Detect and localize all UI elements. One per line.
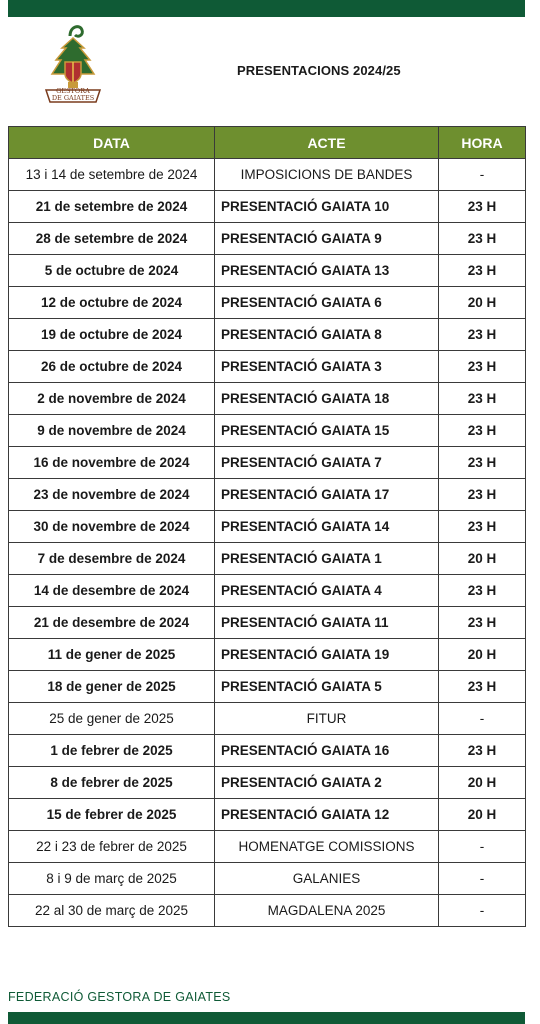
gaiata-emblem-icon [40, 22, 106, 106]
cell-date: 16 de novembre de 2024 [9, 447, 215, 479]
cell-date: 8 i 9 de març de 2025 [9, 863, 215, 895]
cell-date: 7 de desembre de 2024 [9, 543, 215, 575]
cell-time: 23 H [439, 511, 526, 543]
cell-time: 23 H [439, 671, 526, 703]
cell-event: PRESENTACIÓ GAIATA 5 [215, 671, 439, 703]
logo-text-line2: DE GAIATES [51, 94, 95, 102]
cell-event: PRESENTACIÓ GAIATA 17 [215, 479, 439, 511]
cell-date: 19 de octubre de 2024 [9, 319, 215, 351]
cell-event: PRESENTACIÓ GAIATA 2 [215, 767, 439, 799]
cell-date: 5 de octubre de 2024 [9, 255, 215, 287]
bottom-bar [8, 1012, 525, 1024]
cell-time: - [439, 863, 526, 895]
cell-time: - [439, 831, 526, 863]
column-header-data: DATA [9, 127, 215, 159]
table-row [9, 895, 526, 927]
cell-time: 23 H [439, 191, 526, 223]
table-row [9, 799, 526, 831]
cell-date: 23 de novembre de 2024 [9, 479, 215, 511]
table-row [9, 543, 526, 575]
cell-date: 8 de febrer de 2025 [9, 767, 215, 799]
cell-time: 23 H [439, 607, 526, 639]
table-row [9, 159, 526, 191]
logo-text-line1: GESTORA [56, 87, 90, 95]
cell-event: PRESENTACIÓ GAIATA 15 [215, 415, 439, 447]
cell-event: PRESENTACIÓ GAIATA 1 [215, 543, 439, 575]
table-row [9, 255, 526, 287]
table-row [9, 447, 526, 479]
cell-date: 21 de setembre de 2024 [9, 191, 215, 223]
cell-time: - [439, 895, 526, 927]
cell-date: 11 de gener de 2025 [9, 639, 215, 671]
table-row [9, 735, 526, 767]
cell-event: GALANIES [215, 863, 439, 895]
table-row [9, 703, 526, 735]
cell-time: - [439, 703, 526, 735]
table-row [9, 831, 526, 863]
table-row [9, 575, 526, 607]
cell-time: 20 H [439, 543, 526, 575]
table-row [9, 671, 526, 703]
top-bar [8, 0, 525, 17]
cell-event: HOMENATGE COMISSIONS [215, 831, 439, 863]
cell-date: 26 de octubre de 2024 [9, 351, 215, 383]
cell-time: 20 H [439, 287, 526, 319]
schedule-body [9, 159, 526, 927]
table-row [9, 319, 526, 351]
cell-date: 21 de desembre de 2024 [9, 607, 215, 639]
table-row [9, 511, 526, 543]
cell-event: PRESENTACIÓ GAIATA 10 [215, 191, 439, 223]
cell-event: PRESENTACIÓ GAIATA 14 [215, 511, 439, 543]
column-header-acte: ACTE [215, 127, 439, 159]
cell-event: PRESENTACIÓ GAIATA 8 [215, 319, 439, 351]
table-row [9, 287, 526, 319]
cell-event: PRESENTACIÓ GAIATA 12 [215, 799, 439, 831]
table-row [9, 191, 526, 223]
cell-date: 25 de gener de 2025 [9, 703, 215, 735]
cell-date: 12 de octubre de 2024 [9, 287, 215, 319]
cell-time: 23 H [439, 351, 526, 383]
cell-time: 23 H [439, 415, 526, 447]
cell-time: 23 H [439, 223, 526, 255]
cell-date: 14 de desembre de 2024 [9, 575, 215, 607]
table-row [9, 383, 526, 415]
cell-date: 22 al 30 de març de 2025 [9, 895, 215, 927]
cell-time: 23 H [439, 255, 526, 287]
cell-event: PRESENTACIÓ GAIATA 3 [215, 351, 439, 383]
cell-time: 23 H [439, 479, 526, 511]
cell-event: PRESENTACIÓ GAIATA 16 [215, 735, 439, 767]
cell-event: PRESENTACIÓ GAIATA 11 [215, 607, 439, 639]
cell-time: 20 H [439, 767, 526, 799]
cell-event: PRESENTACIÓ GAIATA 19 [215, 639, 439, 671]
table-row [9, 639, 526, 671]
cell-event: PRESENTACIÓ GAIATA 9 [215, 223, 439, 255]
cell-time: 23 H [439, 735, 526, 767]
table-row [9, 767, 526, 799]
column-header-hora: HORA [439, 127, 526, 159]
cell-date: 9 de novembre de 2024 [9, 415, 215, 447]
table-row [9, 607, 526, 639]
table-row [9, 479, 526, 511]
table-row [9, 415, 526, 447]
cell-time: - [439, 159, 526, 191]
table-header-row [9, 127, 526, 159]
table-row [9, 351, 526, 383]
cell-time: 23 H [439, 319, 526, 351]
table-row [9, 863, 526, 895]
cell-time: 20 H [439, 639, 526, 671]
cell-event: PRESENTACIÓ GAIATA 7 [215, 447, 439, 479]
cell-event: MAGDALENA 2025 [215, 895, 439, 927]
table-row [9, 223, 526, 255]
cell-date: 22 i 23 de febrer de 2025 [9, 831, 215, 863]
cell-date: 1 de febrer de 2025 [9, 735, 215, 767]
cell-event: PRESENTACIÓ GAIATA 13 [215, 255, 439, 287]
cell-date: 18 de gener de 2025 [9, 671, 215, 703]
cell-time: 20 H [439, 799, 526, 831]
cell-time: 23 H [439, 383, 526, 415]
cell-date: 30 de novembre de 2024 [9, 511, 215, 543]
cell-time: 23 H [439, 575, 526, 607]
cell-date: 28 de setembre de 2024 [9, 223, 215, 255]
cell-event: PRESENTACIÓ GAIATA 6 [215, 287, 439, 319]
page-title: PRESENTACIONS 2024/25 [237, 63, 401, 78]
cell-date: 15 de febrer de 2025 [9, 799, 215, 831]
schedule-table [8, 126, 526, 927]
cell-date: 2 de novembre de 2024 [9, 383, 215, 415]
footer-text: FEDERACIÓ GESTORA DE GAIATES [8, 990, 231, 1004]
cell-event: IMPOSICIONS DE BANDES [215, 159, 439, 191]
cell-event: FITUR [215, 703, 439, 735]
cell-date: 13 i 14 de setembre de 2024 [9, 159, 215, 191]
cell-event: PRESENTACIÓ GAIATA 18 [215, 383, 439, 415]
cell-time: 23 H [439, 447, 526, 479]
cell-event: PRESENTACIÓ GAIATA 4 [215, 575, 439, 607]
